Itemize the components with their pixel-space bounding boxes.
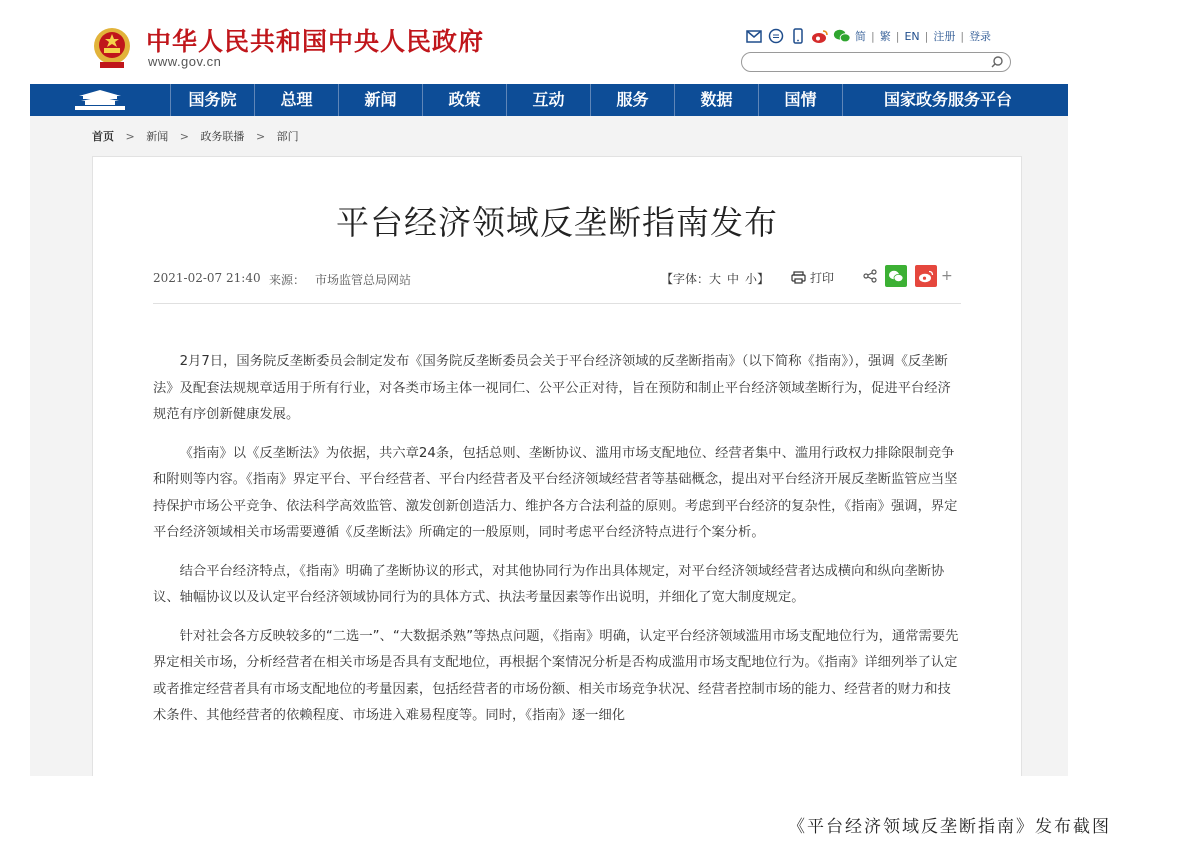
article-paragraph: 针对社会各方反映较多的“二选一”、“大数据杀熟”等热点问题，《指南》明确，认定平台经济领域滥用市场支配地位行为，通常需要先界定相关市场，分析经营者在相关市场是否具有支配地位，再根据个案情况分析是否构成滥用市场支配地位行为。《指南》详细列举了认定或者推定经营者具有市场支配地位的考量因素，包括经营者的市场份额、相关市场竞争状况、经营者控制市场的能力、经营者的财力和技术条件、其他经营者的依赖程度、市场进入难易程度等。同时，《指南》逐一细化 <box>153 628 959 723</box>
nav-home-logo[interactable] <box>30 84 171 116</box>
weibo-icon[interactable] <box>811 27 829 45</box>
chevron-right-icon: > <box>179 130 189 143</box>
breadcrumb <box>92 128 299 144</box>
article-title: 平台经济领域反垄断指南发布 <box>336 203 778 242</box>
breadcrumb-home[interactable]: 首页 <box>92 130 114 143</box>
breadcrumb-departments[interactable]: 部门 <box>276 130 299 143</box>
article-card <box>92 156 1022 776</box>
nav-item-interaction[interactable]: 互动 <box>507 84 591 116</box>
nav-item-news[interactable]: 新闻 <box>339 84 423 116</box>
font-control-suffix: 】 <box>757 272 770 286</box>
register-link[interactable]: 注册 <box>933 30 956 43</box>
print-button[interactable] <box>791 269 834 286</box>
article-paragraph: 《指南》以《反垄断法》为依据，共六章24条，包括总则、垄断协议、滥用市场支配地位、经营者集中、滥用行政权力排除限制竞争和附则等内容。《指南》界定平台、平台经营者、平台内经营者及平台经济领域经营者等基础概念，提出对平台经济开展反垄断监管应当坚持保护市场公平竞争、依法科学高效监管、激发创新创造活力、维护各方合法利益的原则。考虑到平台经济的复杂性，《指南》强调，界定平台经济领域相关市场需要遵循《反垄断法》所确定的一般原则，同时考虑平台经济特点进行个案分析。 <box>153 445 958 540</box>
lang-simplified[interactable]: 简 <box>855 30 866 43</box>
screenshot-caption: 《平台经济领域反垄断指南》发布截图 <box>788 817 1111 837</box>
meta-divider <box>153 303 961 304</box>
wechat-share-button[interactable] <box>885 265 907 287</box>
nav-item-data[interactable]: 数据 <box>675 84 759 116</box>
comment-icon[interactable] <box>767 27 785 45</box>
lang-english[interactable]: EN <box>904 29 920 43</box>
article-paragraph: 结合平台经济特点，《指南》明确了垄断协议的形式，对其他协同行为作出具体规定，对平台经济领域经营者达成横向和纵向垄断协议、轴幅协议以及认定平台经济领域协同行为的具体方式、执法考量因素等作出说明，并细化了宽大制度规定。 <box>153 563 945 605</box>
login-link[interactable]: 登录 <box>969 30 992 43</box>
font-size-small-button[interactable]: 小 <box>745 272 758 286</box>
site-title[interactable]: 中华人民共和国中央人民政府 <box>146 27 485 56</box>
weibo-share-button[interactable] <box>915 265 937 287</box>
header-tools: 简 | 繁 | EN | 注册 | 登录 <box>745 26 991 46</box>
search-input[interactable] <box>741 52 1011 72</box>
site-url[interactable]: www.gov.cn <box>148 54 222 69</box>
lang-traditional[interactable]: 繁 <box>879 30 891 43</box>
tiananmen-icon <box>73 89 127 111</box>
mobile-icon[interactable] <box>789 27 807 45</box>
national-emblem-icon <box>92 26 132 70</box>
nav-item-services[interactable]: 服务 <box>591 84 675 116</box>
wechat-icon[interactable] <box>833 27 851 45</box>
printer-icon <box>791 271 806 284</box>
breadcrumb-gov-affairs[interactable]: 政务联播 <box>200 130 245 143</box>
article-body <box>153 349 961 742</box>
font-size-control <box>661 270 775 287</box>
browser-page <box>30 0 1068 776</box>
nav-item-policy[interactable]: 政策 <box>423 84 507 116</box>
chevron-right-icon: > <box>255 130 266 143</box>
article-paragraph: 2月7日，国务院反垄断委员会制定发布《国务院反垄断委员会关于平台经济领域的反垄断指南》（以下简称《指南》），强调《反垄断法》及配套法规规章适用于所有行业，对各类市场主体一视同仁、公平公正对待，旨在预防和制止平台经济领域垄断行为，促进平台经济规范有序创新健康发展。 <box>153 354 951 422</box>
article-source-label: 来源： <box>269 273 306 287</box>
nav-item-premier[interactable]: 总理 <box>255 84 339 116</box>
site-header <box>30 0 1068 84</box>
main-nav <box>30 84 1068 116</box>
weibo-icon <box>918 270 934 283</box>
nav-item-state-council[interactable]: 国务院 <box>171 84 255 116</box>
wechat-icon <box>888 270 904 283</box>
nav-item-national-info[interactable]: 国情 <box>759 84 843 116</box>
font-size-medium-button[interactable]: 中 <box>727 272 740 286</box>
search-icon[interactable] <box>990 55 1004 69</box>
chevron-right-icon: > <box>125 130 135 143</box>
font-size-large-button[interactable]: 大 <box>709 272 722 286</box>
more-share-icon[interactable]: + <box>941 268 953 284</box>
share-icon[interactable] <box>863 269 877 283</box>
article-source: 市场监管总局网站 <box>315 273 412 287</box>
article-date: 2021-02-07 21:40 <box>153 271 261 285</box>
breadcrumb-news[interactable]: 新闻 <box>146 130 169 143</box>
nav-item-gov-service-platform[interactable]: 国家政务服务平台 <box>883 90 1012 109</box>
share-bar <box>863 265 953 287</box>
print-label: 打印 <box>810 271 835 285</box>
mail-icon[interactable] <box>745 27 763 45</box>
font-control-prefix: 【字体： <box>661 272 710 286</box>
